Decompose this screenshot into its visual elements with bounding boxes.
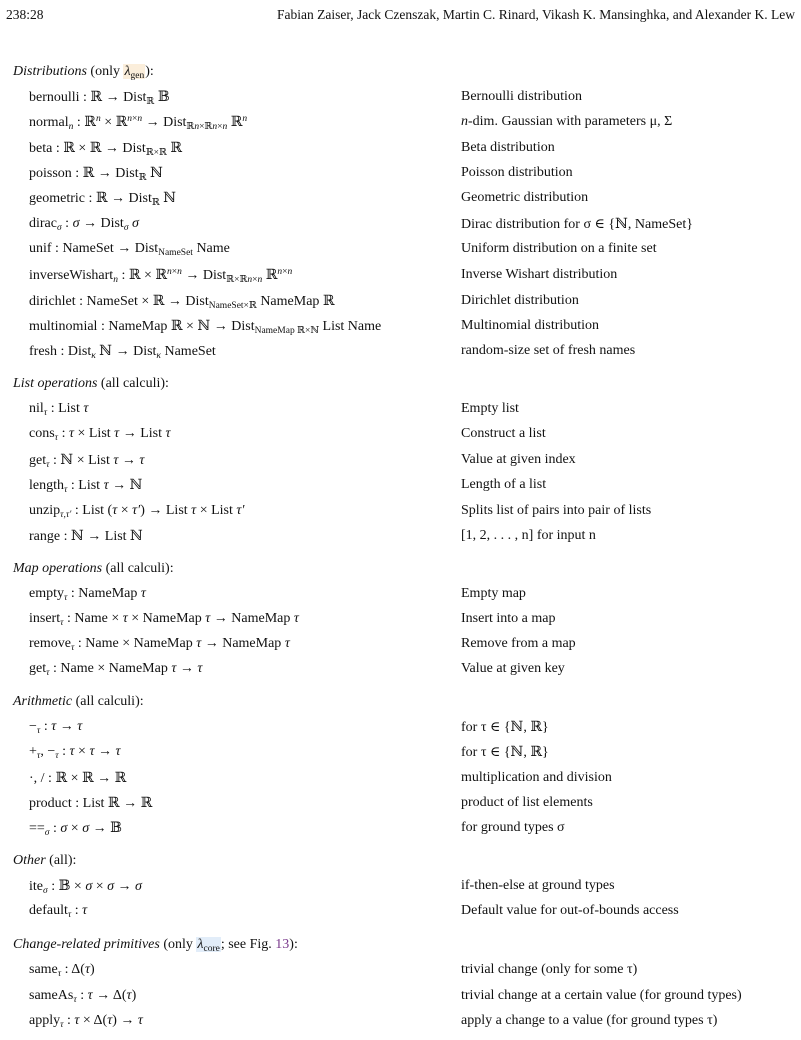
sig-product: product : List ℝ → ℝ [29, 796, 153, 811]
desc-inverseWishart: Inverse Wishart distribution [461, 267, 618, 282]
desc-normal: n-dim. Gaussian with parameters μ, Σ [461, 114, 673, 129]
sig-plusminus: $+_\tau$, $-_\tau$ : τ × τ → τ [29, 744, 121, 761]
section-other: Other (all): [13, 853, 77, 868]
sig-fresh: fresh : Dist$_\kappa$ ℕ → Dist$_\kappa$ NameSet [29, 344, 216, 361]
sig-ite: ite$_\sigma$ : 𝔹 × σ × σ → σ [29, 879, 142, 896]
desc-insert: Insert into a map [461, 611, 556, 626]
row-poisson [0, 165, 801, 185]
sig-inverseWishart: inverseWishart$_n$ : ℝ × ℝ$^{n\times n}$ → Dist$_{ℝ\times ℝn\times n}$ ℝ$^{n\times n}$ [29, 267, 293, 285]
desc-remove: Remove from a map [461, 636, 576, 651]
row-fresh [0, 343, 801, 363]
desc-muldiv: multiplication and division [461, 770, 612, 785]
desc-get-map: Value at given key [461, 661, 565, 676]
desc-plusminus: for τ ∈ {ℕ, ℝ} [461, 745, 549, 760]
row-empty [0, 586, 801, 606]
section-distributions: Distributions (only $\lambda_{gen}$): [13, 64, 154, 81]
sig-muldiv: ·, / : ℝ × ℝ → ℝ [29, 771, 127, 786]
row-insert [0, 611, 801, 631]
sig-insert: insert$_\tau$ : Name × τ × NameMap τ → NameMap τ [29, 611, 299, 628]
row-unzip [0, 503, 801, 523]
row-get-list [0, 452, 801, 472]
row-nil [0, 401, 801, 421]
section-arithmetic: Arithmetic (all calculi): [13, 694, 144, 709]
row-plusminus [0, 744, 801, 764]
sig-cons: cons$_\tau$ : τ × List τ → List τ [29, 426, 171, 443]
row-beta [0, 140, 801, 160]
desc-beta: Beta distribution [461, 140, 555, 155]
page-number: 238:28 [6, 7, 44, 22]
row-range [0, 528, 801, 548]
sig-geometric: geometric : ℝ → Dist$_ℝ$ ℕ [29, 191, 177, 208]
desc-geometric: Geometric distribution [461, 190, 589, 205]
row-sameAs [0, 988, 801, 1008]
desc-apply: apply a change to a value (for ground types τ) [461, 1013, 718, 1028]
sig-nil: nil$_\tau$ : List τ [29, 401, 89, 418]
row-length [0, 477, 801, 497]
row-remove [0, 636, 801, 656]
desc-cons: Construct a list [461, 426, 546, 441]
row-unif [0, 241, 801, 261]
row-normal [0, 114, 801, 134]
sig-get-list: get$_\tau$ : ℕ × List τ → τ [29, 453, 145, 470]
sig-sameAs: sameAs$_\tau$ : τ → Δ(τ) [29, 988, 137, 1005]
section-list-operations: List operations (all calculi): [13, 376, 169, 391]
row-default [0, 903, 801, 923]
row-apply [0, 1013, 801, 1033]
desc-nil: Empty list [461, 401, 519, 416]
desc-unzip: Splits list of pairs into pair of lists [461, 503, 652, 518]
row-cons [0, 426, 801, 446]
desc-fresh: random-size set of fresh names [461, 343, 636, 358]
sig-poisson: poisson : ℝ → Dist$_ℝ$ ℕ [29, 166, 163, 183]
section-change-primitives: Change-related primitives (only $\lambda_{core}$; see Fig. 13): [13, 937, 298, 954]
sig-same: same$_\tau$ : Δ(τ) [29, 962, 95, 979]
sig-empty: empty$_\tau$ : NameMap τ [29, 586, 146, 603]
page-header [6, 7, 795, 25]
row-geometric [0, 190, 801, 210]
desc-default: Default value for out-of-bounds access [461, 903, 679, 918]
desc-ite: if-then-else at ground types [461, 878, 615, 893]
sig-neg: $-_\tau$ : τ → τ [29, 719, 83, 736]
desc-get-list: Value at given index [461, 452, 576, 467]
row-multinomial [0, 318, 801, 338]
row-inverseWishart [0, 267, 801, 287]
sig-eq: $==_\sigma$ : σ × σ → 𝔹 [29, 821, 122, 838]
desc-dirichlet: Dirichlet distribution [461, 293, 579, 308]
lambda-gen: $\lambda_{gen}$ [124, 64, 145, 81]
sig-unzip: unzip$_{\tau,\tau'}$ : List (τ × τ′) → List τ × List τ′ [29, 503, 245, 520]
row-dirichlet [0, 293, 801, 313]
row-product [0, 795, 801, 815]
row-ite [0, 878, 801, 898]
desc-same: trivial change (only for some τ) [461, 962, 638, 977]
sig-get-map: get$_\tau$ : Name × NameMap τ → τ [29, 661, 203, 678]
sig-normal: normal$_n$ : ℝ$^n$ × ℝ$^{n\times n}$ → Dist$_{ℝn\times ℝn\times n}$ ℝ$^n$ [29, 114, 248, 132]
sig-length: length$_\tau$ : List τ → ℕ [29, 478, 143, 495]
desc-multinomial: Multinomial distribution [461, 318, 600, 333]
row-get-map [0, 661, 801, 681]
section-map-operations: Map operations (all calculi): [13, 561, 174, 576]
desc-sameAs: trivial change at a certain value (for ground types) [461, 988, 742, 1003]
sig-bernoulli: bernoulli : ℝ → Dist$_ℝ$ 𝔹 [29, 90, 170, 107]
desc-length: Length of a list [461, 477, 547, 492]
running-head-authors: Fabian Zaiser, Jack Czenszak, Martin C. Rinard, Vikash K. Mansinghka, and Alexander K. Lew [276, 7, 795, 22]
sig-range: range : ℕ → List ℕ [29, 529, 143, 544]
row-eq [0, 820, 801, 840]
sig-remove: remove$_\tau$ : Name × NameMap τ → NameMap τ [29, 636, 290, 653]
sig-unif: unif : NameSet → Dist$_{NameSet}$ Name [29, 241, 230, 258]
desc-eq: for ground types σ [461, 820, 565, 835]
sig-beta: beta : ℝ × ℝ → Dist$_{ℝ\times ℝ}$ ℝ [29, 141, 183, 158]
row-muldiv [0, 770, 801, 790]
sig-dirichlet: dirichlet : NameSet × ℝ → Dist$_{NameSet\times ℝ}$ NameMap ℝ [29, 294, 335, 311]
desc-neg: for τ ∈ {ℕ, ℝ} [461, 720, 549, 735]
desc-product: product of list elements [461, 795, 593, 810]
sig-multinomial: multinomial : NameMap ℝ × ℕ → Dist$_{NameMap ℝ\times ℕ}$ List Name [29, 319, 382, 336]
row-bernoulli [0, 89, 801, 109]
desc-empty: Empty map [461, 586, 526, 601]
desc-range: [1, 2, . . . , n] for input n [461, 528, 596, 543]
lambda-core: $\lambda_{core}$ [197, 937, 220, 954]
desc-unif: Uniform distribution on a finite set [461, 241, 657, 256]
sig-default: default$_\tau$ : τ [29, 903, 88, 920]
row-neg [0, 719, 801, 739]
desc-bernoulli: Bernoulli distribution [461, 89, 582, 104]
sig-dirac: dirac$_\sigma$ : σ → Dist$_\sigma$ σ [29, 216, 139, 233]
sig-apply: apply$_\tau$ : τ × Δ(τ) → τ [29, 1013, 143, 1030]
desc-poisson: Poisson distribution [461, 165, 573, 180]
row-same [0, 962, 801, 982]
row-dirac [0, 216, 801, 236]
figure-link[interactable]: 13 [275, 937, 290, 952]
desc-dirac: Dirac distribution for σ ∈ {ℕ, NameSet} [461, 217, 693, 232]
